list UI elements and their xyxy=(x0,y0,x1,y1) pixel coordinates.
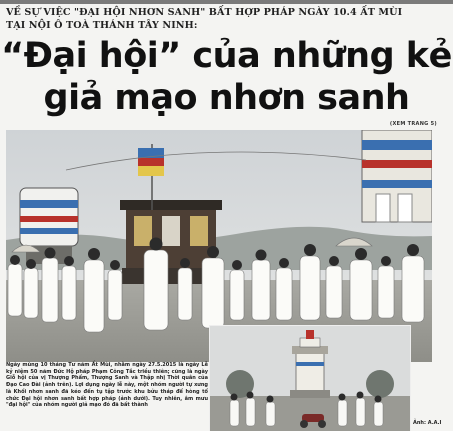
article-kicker xyxy=(6,7,446,32)
photo-credit: Ảnh: A.A.I xyxy=(413,420,442,426)
headline-line-1: “Đại hội” của những kẻ xyxy=(1,36,452,76)
photo-caption: Ngày mùng 10 tháng Tư năm Ất Mùi, nhằm ngày 27.5.2015 là ngày Lễ kỷ niệm 50 năm Đức Hộ pháp Phạm Công Tắc triều thiên; cũng là ngày Giỗ hội của vị Thượng Phẩm, Thượng Sanh và Thập nhị Thời quân của Đạo Cao Đài (ảnh trên). Lợi dụng ngày lễ này, một nhóm người tự xưng là Khối nhơn sanh đã kéo đến tụ tập trước khu bửu tháp để hòng tổ chức Đại hội nhơn sanh bất hợp pháp (ảnh dưới). Tuy nhiên, âm mưu "đại hội" của nhóm người giả mạo đó đã bất thành xyxy=(6,362,208,409)
kicker-line-1: VỀ SỰ VIỆC "ĐẠI HỘI NHƠN SANH" BẤT HỢP PHÁP NGÀY 10.4 ẤT MÙI xyxy=(6,7,403,18)
see-page-reference: (XEM TRANG 5) xyxy=(389,121,437,127)
kicker-line-2: TẠI NỘI Ô TOÀ THÁNH TÂY NINH: xyxy=(6,19,198,31)
top-rule xyxy=(0,0,453,4)
headline-line-2: giả mạo nhơn sanh xyxy=(43,78,410,118)
tower-gathering-photo xyxy=(210,326,410,431)
inset-photo xyxy=(209,325,411,431)
